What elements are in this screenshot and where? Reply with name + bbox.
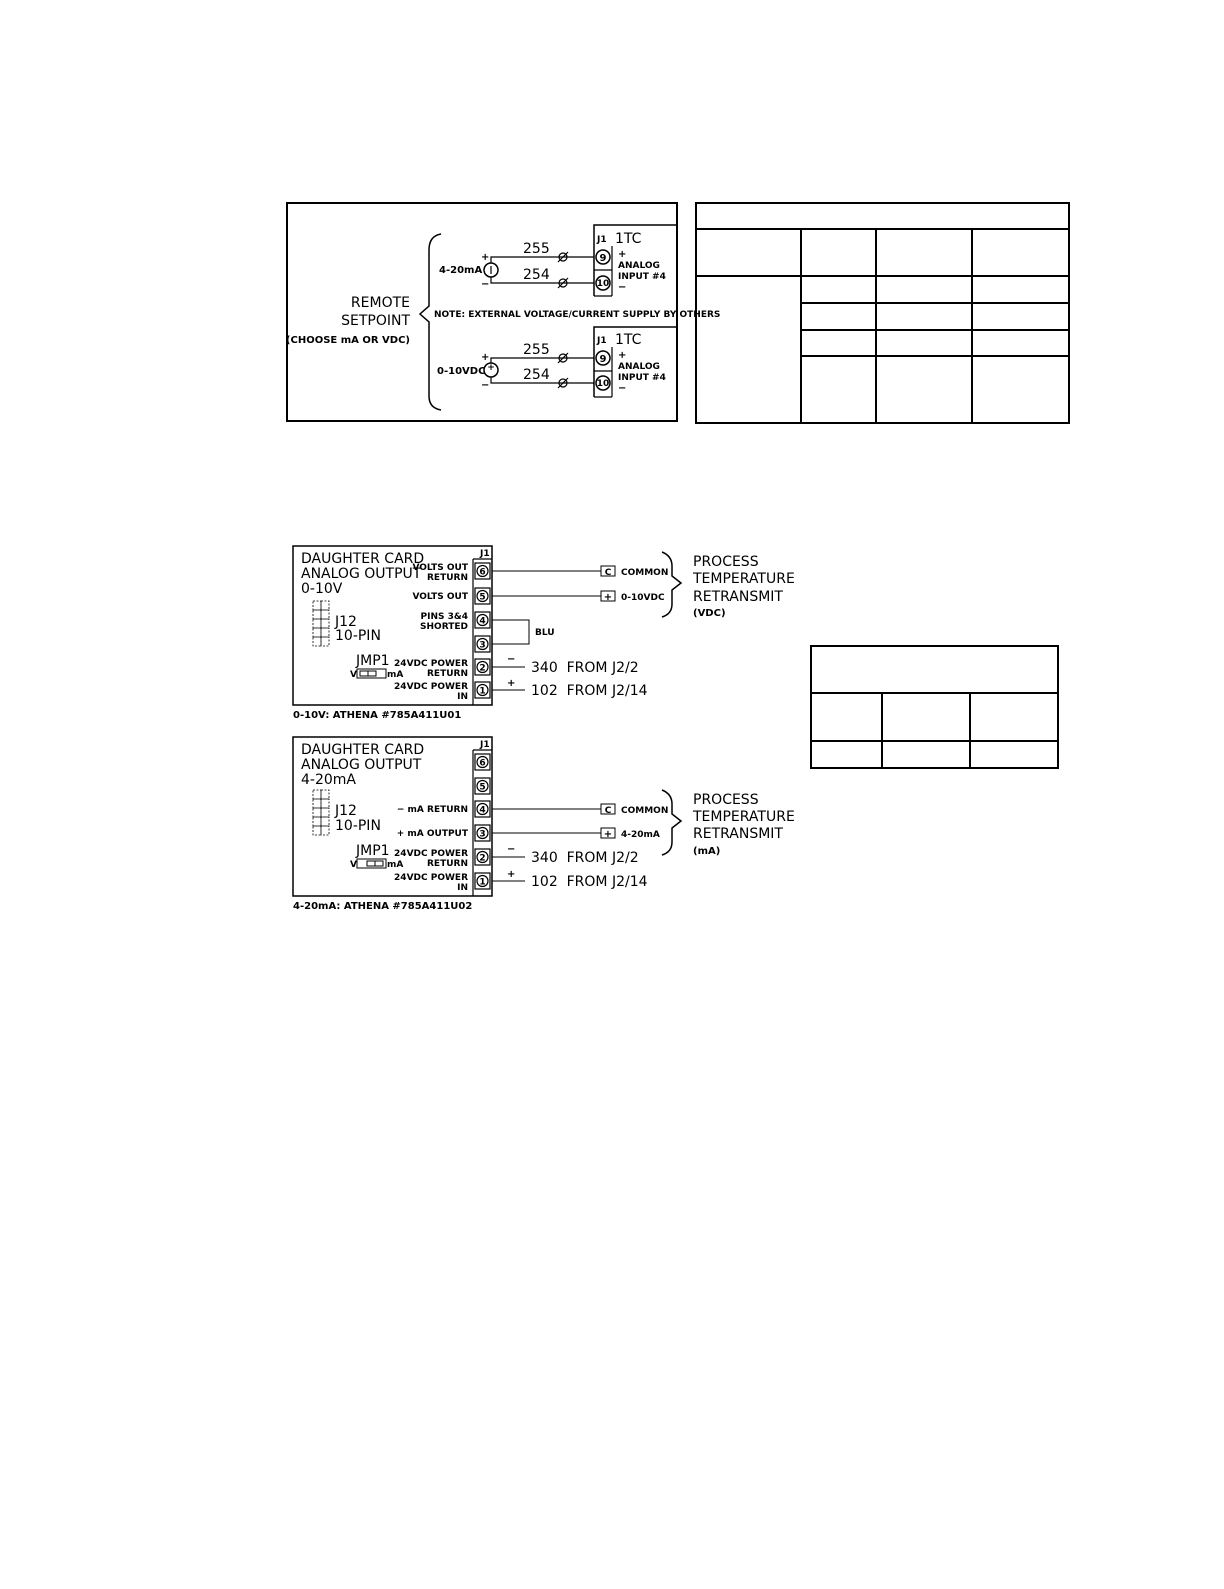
table-middle-frame: [811, 646, 1058, 768]
card-0-10v-header-2: 10-PIN: [335, 628, 381, 644]
card-4-20ma-title-2: ANALOG OUTPUT: [301, 757, 422, 773]
remote-setpoint-title-1: REMOTE: [350, 295, 410, 311]
vdc-pin-bottom: 10: [596, 379, 610, 389]
card-0-10v-signal-label: 0-10VDC: [621, 593, 665, 603]
ma-wire-number-bottom: 254: [523, 267, 550, 283]
card-0-10v-pin-sublabel: IN: [457, 692, 468, 702]
vdc-pin-top-sign: +: [618, 350, 627, 361]
card-0-10v-title-2: ANALOG OUTPUT: [301, 566, 422, 582]
remote-setpoint-diagram: [286, 203, 720, 421]
card-4-20ma-retransmit-4: (mA): [693, 846, 721, 857]
card-0-10v-pin-number: 3: [479, 640, 486, 651]
card-4-20ma-title-1: DAUGHTER CARD: [301, 742, 425, 758]
card-4-20ma-header-2: 10-PIN: [335, 818, 381, 834]
empty-table-middle: [811, 646, 1058, 768]
card-4-20ma-pin-label: − mA RETURN: [396, 805, 468, 815]
card-0-10v-retransmit-2: TEMPERATURE: [693, 571, 795, 587]
card-0-10v-return-sign: −: [507, 654, 516, 665]
vdc-terminal-block-label: 1TC: [615, 332, 642, 348]
card-0-10v-jumper: JMP1: [356, 653, 390, 669]
ma-plus-sign: +: [481, 252, 490, 263]
card-0-10v-jumper-left: V: [350, 670, 357, 680]
card-4-20ma-in-sign: +: [507, 869, 516, 880]
voltage-source-plus-icon: +: [487, 363, 495, 373]
table-top-frame: [696, 203, 1069, 423]
ma-pin-bottom-sign: −: [618, 282, 627, 293]
card-0-10v-pin-label: PINS 3&4: [420, 612, 468, 622]
card-4-20ma-common-label: COMMON: [621, 806, 669, 816]
ma-input-block: [439, 225, 677, 296]
vdc-input-block: [437, 327, 677, 397]
card-4-20ma-return-sign: −: [507, 844, 516, 855]
vdc-source-label: 0-10VDC: [437, 366, 486, 377]
vdc-wire-number-top: 255: [523, 342, 550, 358]
card-4-20ma-pin-label: 24VDC POWER: [394, 849, 468, 859]
card-0-10v-pins: [394, 563, 490, 702]
vdc-input-label-1: ANALOG: [618, 362, 660, 372]
setpoint-note: NOTE: EXTERNAL VOLTAGE/CURRENT SUPPLY BY OTHERS: [434, 310, 721, 320]
ma-minus-sign: −: [481, 279, 490, 290]
vdc-connector-label: J1: [597, 336, 607, 346]
card-0-10v-common-label: COMMON: [621, 568, 669, 578]
card-0-10v-pin-sublabel: SHORTED: [420, 622, 468, 632]
card-0-10v-pin-sublabel: RETURN: [427, 669, 468, 679]
remote-setpoint-title-2: SETPOINT: [341, 313, 410, 329]
card-0-10v-retransmit-4: (VDC): [693, 608, 726, 619]
ma-terminal-block-label: 1TC: [615, 231, 642, 247]
card-0-10v-return-wire: 340 FROM J2/2: [531, 660, 639, 676]
ma-wire-top: [491, 257, 594, 263]
card-0-10v-signal-terminal: +: [603, 592, 613, 603]
card-0-10v-pin-number: 6: [479, 567, 486, 578]
card-4-20ma-retransmit-3: RETRANSMIT: [693, 826, 783, 842]
card-4-20ma-pin-number: 5: [479, 782, 486, 793]
vdc-pin-top: 9: [599, 354, 607, 365]
card-4-20ma-retransmit-1: PROCESS: [693, 792, 759, 808]
card-0-10v-pin-number: 5: [479, 592, 486, 603]
card-4-20ma-jumper-right: mA: [387, 860, 404, 870]
card-0-10v-retransmit-1: PROCESS: [693, 554, 759, 570]
card-0-10v-title-1: DAUGHTER CARD: [301, 551, 425, 567]
vdc-wire-number-bottom: 254: [523, 367, 550, 383]
card-4-20ma-caption: 4-20mA: ATHENA #785A411U02: [293, 901, 473, 912]
card-0-10v-jumper-right: mA: [387, 670, 404, 680]
j12-header-icon: [313, 601, 329, 646]
ma-connector-label: J1: [597, 235, 607, 245]
card-4-20ma-pin-sublabel: IN: [457, 883, 468, 893]
card-4-20ma-return-wire: 340 FROM J2/2: [531, 850, 639, 866]
card-4-20ma-jumper-left: V: [350, 860, 357, 870]
ma-wire-number-top: 255: [523, 241, 550, 257]
ma-input-label-1: ANALOG: [618, 261, 660, 271]
card-4-20ma-pin-number: 1: [479, 877, 486, 888]
card-0-10v-pin-label: VOLTS OUT: [412, 592, 468, 602]
card-0-10v-pin-label: 24VDC POWER: [394, 682, 468, 692]
card-0-10v-pin-number: 1: [479, 686, 486, 697]
card-0-10v-jumper-wire: BLU: [535, 628, 555, 638]
ma-pin-top-sign: +: [618, 249, 627, 260]
j12-header-icon: [313, 790, 329, 835]
card-0-10v-title-3: 0-10V: [301, 581, 343, 597]
card-4-20ma-pin-number: 2: [479, 853, 486, 864]
ma-source-label: 4-20mA: [439, 265, 483, 276]
card-0-10v-in-sign: +: [507, 678, 516, 689]
setpoint-brace: [420, 234, 441, 410]
card-0-10v-header-1: J12: [335, 614, 357, 630]
card-4-20ma-pin-label: 24VDC POWER: [394, 873, 468, 883]
card-0-10v-pin-number: 4: [479, 616, 486, 627]
daughter-card-0-10v: [293, 546, 795, 721]
vdc-pin-bottom-sign: −: [618, 383, 627, 394]
card-4-20ma-connector: J1: [480, 740, 490, 750]
card-0-10v-connector: J1: [480, 549, 490, 559]
card-4-20ma-in-wire: 102 FROM J2/14: [531, 874, 648, 890]
card-4-20ma-jumper: JMP1: [356, 843, 390, 859]
remote-setpoint-title-3: (CHOOSE mA OR VDC): [285, 335, 410, 346]
card-0-10v-common-terminal: C: [604, 568, 612, 578]
card-4-20ma-signal-terminal: +: [603, 829, 613, 840]
card-0-10v-in-wire: 102 FROM J2/14: [531, 683, 648, 699]
card-4-20ma-pin-label: + mA OUTPUT: [396, 829, 468, 839]
wire-blu-jumper: [492, 620, 529, 644]
card-0-10v-pin-sublabel: RETURN: [427, 573, 468, 583]
card-4-20ma-common-terminal: C: [604, 806, 612, 816]
card-4-20ma-retransmit-2: TEMPERATURE: [693, 809, 795, 825]
jumper-icon: [357, 669, 386, 678]
daughter-card-4-20ma: [293, 737, 795, 912]
ma-pin-bottom: 10: [596, 279, 610, 289]
card-0-10v-pin-label: VOLTS OUT: [412, 563, 468, 573]
card-4-20ma-pins: [394, 754, 490, 893]
vdc-wire-top: [491, 358, 594, 363]
card-0-10v-pin-label: 24VDC POWER: [394, 659, 468, 669]
jumper-icon: [357, 859, 386, 868]
card-4-20ma-title-3: 4-20mA: [301, 772, 356, 788]
card-0-10v-pin-number: 2: [479, 663, 486, 674]
retransmit-brace: [662, 790, 681, 855]
ma-input-label-2: INPUT #4: [618, 272, 666, 282]
empty-table-top: [696, 203, 1069, 423]
retransmit-brace: [662, 552, 681, 617]
card-4-20ma-signal-label: 4-20mA: [621, 830, 660, 840]
card-4-20ma-pin-number: 4: [479, 805, 486, 816]
vdc-input-label-2: INPUT #4: [618, 373, 666, 383]
card-0-10v-caption: 0-10V: ATHENA #785A411U01: [293, 710, 462, 721]
card-4-20ma-header-1: J12: [335, 803, 357, 819]
card-4-20ma-pin-number: 6: [479, 758, 486, 769]
card-4-20ma-pin-number: 3: [479, 829, 486, 840]
ma-pin-top: 9: [599, 253, 607, 264]
vdc-minus-sign: −: [481, 380, 490, 391]
vdc-plus-sign: +: [481, 352, 490, 363]
card-0-10v-retransmit-3: RETRANSMIT: [693, 589, 783, 605]
card-4-20ma-pin-sublabel: RETURN: [427, 859, 468, 869]
